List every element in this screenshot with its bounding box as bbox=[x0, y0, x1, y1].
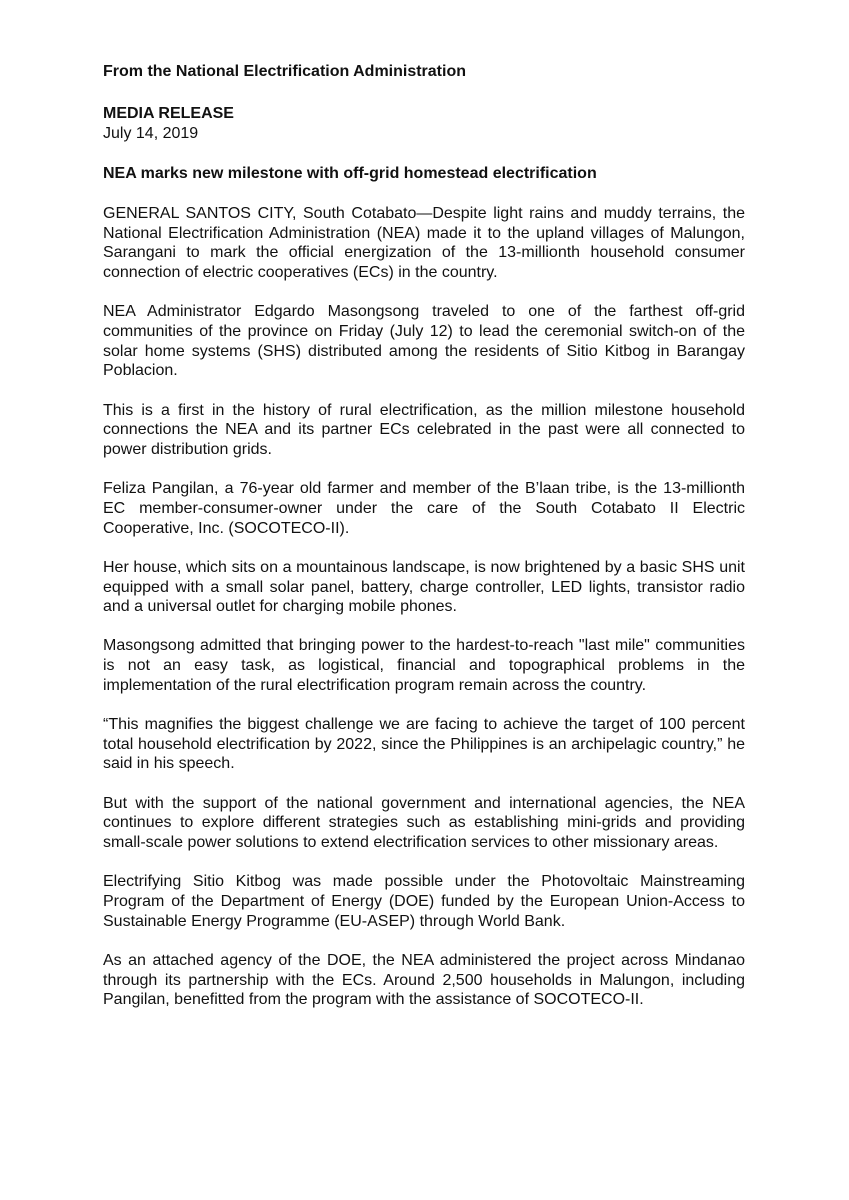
paragraph: NEA Administrator Edgardo Masongsong traveled to one of the farthest off-grid communities of the province on Friday (July 12) to lead the ceremonial switch-on of the solar home systems (SHS) distributed among the residents of Sitio Kitbog in Barangay Poblacion. bbox=[103, 303, 745, 380]
paragraph: But with the support of the national government and international agencies, the NEA continues to explore different strategies such as establishing mini-grids and providing small-scale power solutions to extend electrification services to other missionary areas. bbox=[103, 794, 745, 852]
paragraph: “This magnifies the biggest challenge we are facing to achieve the target of 100 percent total household electrification by 2022, since the Philippines is an archipelagic country,” he said in his speech. bbox=[103, 716, 745, 773]
source-line: From the National Electrification Administration bbox=[103, 63, 466, 80]
paragraph: Electrifying Sitio Kitbog was made possible under the Photovoltaic Mainstreaming Program of the Department of Energy (DOE) funded by the European Union-Access to Sustainable Energy Programme (EU-ASEP) through World Bank. bbox=[103, 873, 745, 930]
headline: NEA marks new milestone with off-grid homestead electrification bbox=[103, 165, 597, 182]
paragraph: Feliza Pangilan, a 76-year old farmer and member of the B’laan tribe, is the 13-millionth EC member-consumer-owner under the care of the South Cotabato II Electric Cooperative, Inc. (SOCOTECO-II). bbox=[103, 480, 745, 537]
release-date: July 14, 2019 bbox=[103, 125, 199, 142]
paragraph: Her house, which sits on a mountainous landscape, is now brightened by a basic SHS unit equipped with a small solar panel, battery, charge controller, LED lights, transistor radio and a universal outlet for charging mobile phones. bbox=[103, 558, 745, 616]
document-page bbox=[103, 62, 745, 1030]
paragraph: This is a first in the history of rural electrification, as the million milestone household connections the NEA and its partner ECs celebrated in the past were all connected to power distribution grids. bbox=[103, 401, 745, 459]
release-label: MEDIA RELEASE bbox=[103, 105, 234, 122]
paragraph: GENERAL SANTOS CITY, South Cotabato—Despite light rains and muddy terrains, the National Electrification Administration (NEA) made it to the upland villages of Malungon, Sarangani to mark the official energization of the 13-millionth household consumer connection of electric cooperatives (ECs) in the country. bbox=[103, 205, 745, 282]
paragraph: As an attached agency of the DOE, the NEA administered the project across Mindanao through its partnership with the ECs. Around 2,500 households in Malungon, including Pangilan, benefitted from the program with the assistance of SOCOTECO-II. bbox=[103, 951, 745, 1009]
paragraph: Masongsong admitted that bringing power to the hardest-to-reach "last mile" communities is not an easy task, as logistical, financial and topographical problems in the implementation of the rural electrification program remain across the country. bbox=[103, 637, 745, 694]
